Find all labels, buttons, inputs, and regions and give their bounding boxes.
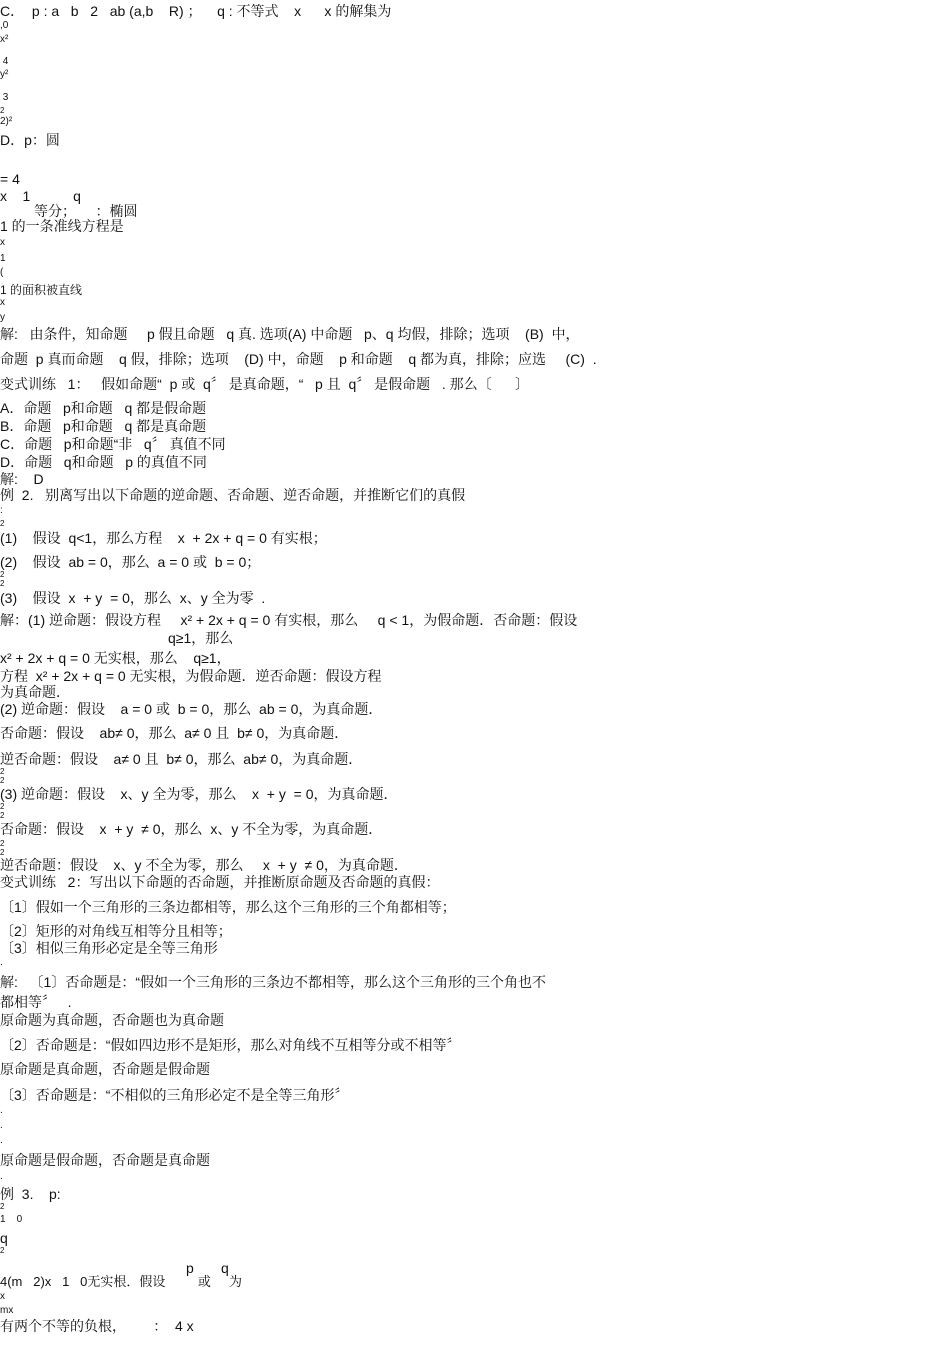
text-line: 原命题为真命题，否命题也为真命题: [0, 1012, 224, 1028]
text-line: 4(m 2)x 1 0无实根．假设 或 为: [0, 1274, 242, 1289]
text-line: :: [0, 505, 3, 516]
text-line: 例 2. 别离写出以下命题的逆命题、否命题、逆否命题，并推断它们的真假: [0, 487, 466, 503]
text-line: 〔2〕矩形的对角线互相等分且相等；: [0, 923, 232, 939]
text-line: 方程 x² + 2x + q = 0 无实根，为假命题．逆否命题：假设方程: [0, 668, 382, 684]
text-line: 都相等〞 .: [0, 994, 72, 1010]
text-line: 〔3〕否命题是：“不相似的三角形必定不是全等三角形〞: [0, 1087, 349, 1103]
text-line: .: [0, 1105, 3, 1116]
text-line: B．命题 p和命题 q 都是真命题: [0, 418, 207, 434]
text-line: (2) 逆命题：假设 a = 0 或 b = 0，那么 ab = 0，为真命题．: [0, 701, 383, 717]
text-line: 变式训练 1： 假如命题“ p 或 q〞 是真命题，“ p 且 q〞 是假命题 . 那么〔 〕: [0, 376, 529, 392]
text-line: 命题 p 真而命题 q 假，排除；选项 (D) 中，命题 p 和命题 q 都为真，排除；应选 (C) .: [0, 351, 597, 367]
text-line: y: [0, 312, 5, 323]
text-line: (3) 逆命题：假设 x、y 全为零，那么 x + y = 0，为真命题．: [0, 786, 398, 802]
text-line: x² + 2x + q = 0 无实根，那么 q≥1，: [0, 650, 231, 666]
text-line: (1) 假设 q<1，那么方程 x + 2x + q = 0 有实根；: [0, 530, 327, 546]
text-line: 变式训练 2：写出以下命题的否命题，并推断原命题及否命题的真假：: [0, 874, 440, 890]
text-line: D．命题 q和命题 p 的真值不同: [0, 454, 207, 470]
text-line: 2: [0, 811, 5, 820]
text-line: x 1 q: [0, 188, 81, 204]
text-line: A．命题 p和命题 q 都是假命题: [0, 400, 207, 416]
text-line: 2: [0, 848, 5, 857]
text-line: 否命题：假设 x + y ≠ 0，那么 x、y 不全为零，为真命题．: [0, 821, 383, 837]
text-line: 4: [0, 56, 9, 67]
text-line: 2: [0, 802, 5, 811]
text-line: 解: D: [0, 471, 44, 487]
text-line: 2: [0, 1202, 5, 1211]
text-line: .: [0, 1171, 3, 1182]
text-line: x: [0, 297, 5, 308]
text-line: 〔1〕假如一个三角形的三条边都相等，那么这个三角形的三个角都相等；: [0, 899, 456, 915]
text-line: D．p：圆: [0, 132, 60, 148]
text-line: x: [0, 237, 5, 248]
text-line: 1 的一条准线方程是: [0, 218, 124, 234]
text-line: 为真命题．: [0, 684, 70, 700]
text-line: x: [0, 1291, 5, 1302]
text-line: 1: [0, 253, 6, 264]
text-line: 逆否命题：假设 x、y 不全为零，那么 x + y ≠ 0，为真命题．: [0, 857, 408, 873]
text-line: 解：(1) 逆命题：假设方程 x² + 2x + q = 0 有实根，那么 q < 1，为假命题．否命题：假设: [0, 612, 578, 628]
text-line: 1 的面积被直线: [0, 283, 83, 297]
text-line: 2: [0, 776, 5, 785]
text-line: 2: [0, 839, 5, 848]
text-line: 否命题：假设 ab≠ 0，那么 a≠ 0 且 b≠ 0，为真命题．: [0, 725, 349, 741]
text-line: 有两个不等的负根， ： 4 x: [0, 1318, 194, 1334]
text-line: 例 3. p:: [0, 1186, 61, 1202]
text-line: 等分； ：椭圆: [34, 203, 138, 219]
text-line: p q: [186, 1260, 229, 1276]
text-line: 3: [0, 92, 9, 103]
text-line: q≥1，那么: [168, 630, 234, 646]
text-line: (3) 假设 x + y = 0，那么 x、y 全为零 .: [0, 590, 266, 606]
text-line: mx: [0, 1305, 14, 1316]
text-line: 原命题是假命题，否命题是真命题: [0, 1152, 210, 1168]
text-line: y²: [0, 69, 9, 80]
text-line: C．命题 p和命题“非 q〞 真值不同: [0, 436, 226, 452]
text-line: 1 0: [0, 1214, 23, 1225]
text-line: (: [0, 267, 4, 278]
text-line: q: [0, 1230, 8, 1246]
text-line: 〔2〕否命题是：“假如四边形不是矩形，那么对角线不互相等分或不相等〞: [0, 1037, 461, 1053]
text-line: 〔3〕相似三角形必定是全等三角形: [0, 940, 218, 956]
text-line: ,0: [0, 20, 9, 31]
text-line: .: [0, 1120, 3, 1131]
text-line: 2: [0, 767, 5, 776]
text-line: .: [0, 957, 3, 968]
text-line: .: [0, 1135, 3, 1146]
text-line: = 4: [0, 171, 20, 187]
text-line: 逆否命题：假设 a≠ 0 且 b≠ 0，那么 ab≠ 0，为真命题．: [0, 751, 363, 767]
text-line: x²: [0, 34, 9, 45]
text-line: 2: [0, 579, 5, 588]
text-line: 2: [0, 570, 5, 579]
text-line: 2: [0, 1246, 5, 1255]
text-line: 2: [0, 106, 5, 115]
text-line: (2) 假设 ab = 0，那么 a = 0 或 b = 0；: [0, 554, 261, 570]
text-line: C． p : a b 2 ab (a,b R) ； q : 不等式 x x 的解集为: [0, 3, 392, 19]
text-line: 原命题是真命题，否命题是假命题: [0, 1061, 210, 1077]
text-line: 解: 〔1〕否命题是：“假如一个三角形的三条边不都相等，那么这个三角形的三个角也不: [0, 974, 547, 990]
text-line: 2: [0, 519, 5, 528]
text-line: 解: 由条件，知命题 p 假且命题 q 真. 选项(A) 中命题 p、q 均假，排除；选项 (B) 中，: [0, 326, 580, 342]
text-line: 2)²: [0, 116, 13, 127]
